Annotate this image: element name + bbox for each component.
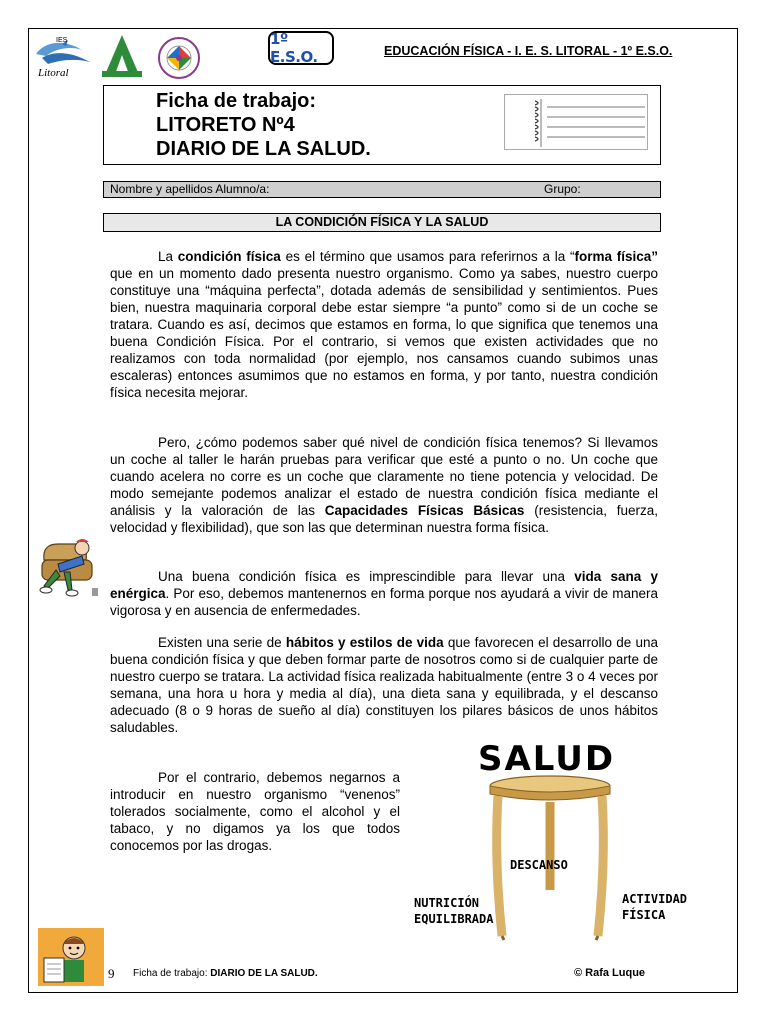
page-number: 9: [108, 966, 115, 981]
notebook-icon: [504, 94, 648, 150]
ies-litoral-logo: [32, 32, 94, 80]
healthy-schools-logo: [154, 36, 204, 80]
student-name-label: Nombre y apellidos Alumno/a:: [110, 182, 270, 196]
label-activity-1: ACTIVIDAD: [622, 892, 688, 906]
copyright: © Rafa Luque: [574, 967, 646, 979]
paragraph-4: Existen una serie de hábitos y estilos de vida que favorecen el desarrollo de una buena condición física y que deben formar parte de nosotros como si de cualquier parte de nuestro cuerpo se tratara. La actividad física realizada habitualmente (entre 3 o 4 veces por semana, una hora u hora y media al día), una dieta sana y equilibrada, y el descanso adecuado (8 o 9 horas de sueño al día) constituyen los pilares básicos de unos hábitos saludables.: [110, 635, 658, 735]
eso-badge-text: 1º E.S.O.: [270, 30, 318, 66]
title-line-2: LITORETO Nº4: [156, 114, 295, 136]
salud-title: SALUD: [478, 739, 616, 779]
header-title: EDUCACIÓN FÍSICA - I. E. S. LITORAL - 1º E.S.O.: [384, 44, 673, 58]
title-line-1: Ficha de trabajo:: [156, 90, 317, 112]
kid-on-sofa-illustration: [38, 530, 102, 600]
label-rest: DESCANSO: [510, 858, 568, 872]
title-box: [103, 85, 661, 165]
eso-badge: [268, 31, 334, 65]
group-label: Grupo:: [544, 182, 581, 196]
title-line-3: DIARIO DE LA SALUD.: [156, 138, 371, 160]
paragraph-5: Por el contrario, debemos negarnos a introducir en nuestro organismo “venenos” tolerados socialmente, como el alcohol y el tabaco, y no digamos ya los que todos conocemos por las drogas.: [110, 770, 400, 853]
label-nutrition-2: EQUILIBRADA: [414, 912, 494, 926]
label-activity-2: FÍSICA: [622, 908, 666, 922]
section-title: LA CONDICIÓN FÍSICA Y LA SALUD: [103, 213, 661, 232]
student-name-bar: [103, 181, 661, 198]
svg-text:IES: IES: [56, 37, 68, 44]
label-nutrition-1: NUTRICIÓN: [414, 896, 480, 910]
paragraph-1: La condición física es el término que usamos para referirnos a la “forma física” que en un momento dado presenta nuestro organismo. Como ya sabes, nuestro cuerpo constituye una “máquina perfecta”, dotada además de sensibilidad y sentimientos. Pues bien, nuestra maquinaria corporal debe estar siempre “a punto” como si de un coche se tratara. Cuando es así, decimos que estamos en forma, lo que significa que tenemos una buena Condición Física. Por el contrario, si vemos que existen actividades que no realizamos con toda normalidad (por ejemplo, nos cansamos cuando subimos unas escaleras) entonces asumimos que no estamos en forma, y por tanto, nuestra condición física necesita mejorar.: [110, 249, 658, 400]
svg-text:Litoral: Litoral: [38, 67, 69, 79]
andalucia-logo: [98, 33, 146, 79]
kid-with-paper-illustration: [38, 928, 104, 986]
paragraph-3: Una buena condición física es imprescindible para llevar una vida sana y enérgica. Por eso, debemos mantenernos en forma porque nos ayudará a vivir de manera vigorosa y en ausencia de enfermedades.: [110, 569, 658, 618]
paragraph-2: Pero, ¿cómo podemos saber qué nivel de condición física tenemos? Si llevamos un coche al taller le harán pruebas para verificar que esté a punto o no. Un coche que cuando acelera no corre es un coche que claramente no tiene potencia y velocidad. De modo semejante podemos analizar el estado de nuestra condición física mediante el análisis y la valoración de las Capacidades Físicas Básicas (resistencia, fuerza, velocidad y flexibilidad), que son las que determinan nuestra forma física.: [110, 435, 659, 535]
footer-doc-label: Ficha de trabajo: DIARIO DE LA SALUD.: [133, 968, 318, 979]
